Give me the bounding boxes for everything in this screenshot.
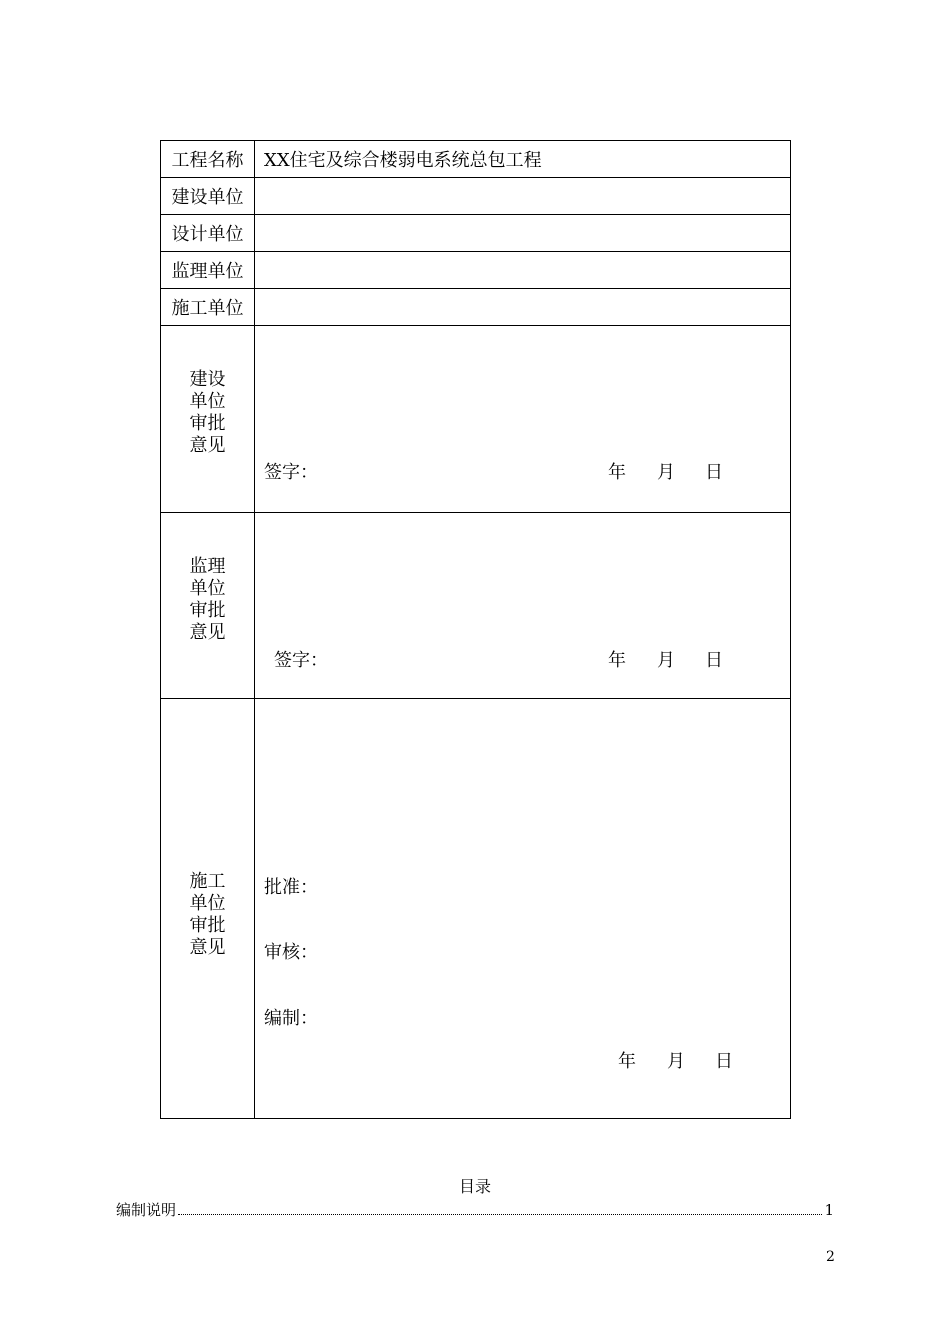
form-row-owner-opinion — [161, 326, 791, 513]
row-value — [255, 252, 791, 289]
row-label: 施工单位 — [161, 289, 255, 326]
row-value — [255, 215, 791, 252]
label-line: 建设 — [189, 369, 226, 390]
label-line: 意见 — [189, 621, 226, 643]
supervisor-signature-label: 签字： — [274, 650, 328, 671]
approve-label: 批准： — [264, 877, 318, 898]
label-line: 意见 — [189, 435, 226, 456]
label-line: 审批 — [189, 599, 226, 621]
owner-opinion-label — [161, 326, 255, 513]
form-row-contractor-unit — [161, 289, 791, 326]
row-value — [255, 289, 791, 326]
approval-form-table — [160, 140, 791, 1119]
label-line: 施工 — [189, 870, 226, 892]
label-line: 监理 — [189, 555, 226, 577]
day-label: 日 — [715, 1051, 733, 1072]
year-label: 年 — [608, 462, 626, 483]
month-label: 月 — [657, 462, 675, 483]
label-line: 意见 — [189, 936, 226, 958]
row-label: 建设单位 — [161, 178, 255, 215]
supervisor-opinion-label — [161, 513, 255, 699]
supervisor-opinion-area[interactable] — [255, 513, 791, 699]
contractor-date — [618, 1047, 733, 1073]
toc-entry-text: 编制说明 — [116, 1201, 177, 1219]
row-label: 设计单位 — [161, 215, 255, 252]
contractor-opinion-label — [161, 699, 255, 1119]
month-label: 月 — [667, 1051, 685, 1072]
row-label: 工程名称 — [161, 141, 255, 178]
toc-leader-dots — [178, 1213, 822, 1215]
owner-date — [608, 458, 723, 484]
form-row-owner-unit — [161, 178, 791, 215]
label-line: 单位 — [189, 892, 226, 914]
supervisor-date — [608, 646, 723, 672]
page-number: 2 — [826, 1249, 835, 1265]
label-line: 单位 — [189, 577, 226, 599]
row-value: XX住宅及综合楼弱电系统总包工程 — [255, 141, 791, 178]
owner-signature-label: 签字： — [264, 462, 318, 483]
compile-label: 编制： — [264, 1008, 318, 1029]
row-label: 监理单位 — [161, 252, 255, 289]
form-row-design-unit — [161, 215, 791, 252]
month-label: 月 — [657, 650, 675, 671]
row-value — [255, 178, 791, 215]
owner-opinion-area[interactable] — [255, 326, 791, 513]
label-line: 审批 — [189, 413, 226, 434]
review-label: 审核： — [264, 942, 318, 963]
toc-entry[interactable] — [116, 1199, 834, 1220]
form-row-project-name — [161, 141, 791, 178]
contractor-opinion-area[interactable] — [255, 699, 791, 1119]
toc-entry-page: 1 — [824, 1201, 834, 1219]
label-line: 单位 — [189, 391, 226, 412]
day-label: 日 — [705, 462, 723, 483]
year-label: 年 — [618, 1051, 636, 1072]
form-row-contractor-opinion — [161, 699, 791, 1119]
toc-title: 目录 — [458, 1177, 491, 1196]
form-row-supervisor-opinion — [161, 513, 791, 699]
year-label: 年 — [608, 650, 626, 671]
label-line: 审批 — [189, 914, 226, 936]
form-row-supervisor-unit — [161, 252, 791, 289]
day-label: 日 — [705, 650, 723, 671]
